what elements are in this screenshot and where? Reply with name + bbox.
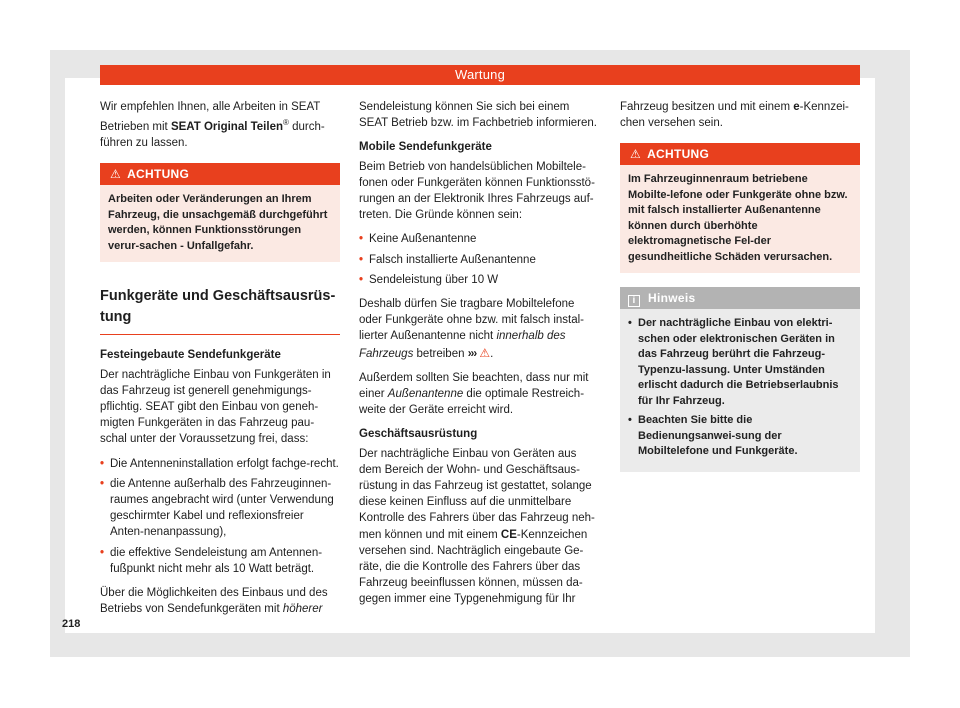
note-body <box>620 309 860 472</box>
warning-header: ⚠ ACHTUNG <box>100 163 340 185</box>
warning-text: Im Fahrzeuginnenraum betriebene Mobilte-lefone oder Funkgeräte ohne bzw. mit falsch installierter Außenantenne können durch überhöhte elektromagnetische Fel-der gesundheitliche Schäden verursachen. <box>628 173 848 263</box>
info-icon: i <box>628 295 640 307</box>
warning-header: ⚠ ACHTUNG <box>620 143 860 165</box>
list-item: • Beachten Sie bitte die Bedienungsanwei-sung der Mobiltelefone und Funkgeräte. <box>628 414 798 458</box>
seat-original-parts: SEAT Original Teilen <box>170 121 283 134</box>
paragraph-e-mark: Fahrzeug besitzen und mit einem e-Kennzei-chen versehen sein. <box>620 101 849 130</box>
paragraph-fixed-radios: Der nachträgliche Einbau von Funkgeräten in das Fahrzeug ist generell genehmigungs-pflichtig. SEAT gibt den Einbau von geneh-migten Funkgeräten in das Fahrzeug pau-schal unter der Voraussetzung frei, dass: <box>100 368 331 446</box>
chapter-header: Wartung <box>100 65 860 85</box>
subheading-fixed-radios: Festeingebaute Sendefunkgeräte <box>100 349 281 362</box>
warning-text: Arbeiten oder Veränderungen an Ihrem Fahrzeug, die unsachgemäß durchgeführt werden, können Funktionsstörungen verur-sachen - Unfallgefahr. <box>108 193 328 252</box>
warning-triangle-icon: ⚠ <box>110 167 122 182</box>
subheading-mobile-radios: Mobile Sendefunkgeräte <box>359 141 492 154</box>
page-number: 218 <box>62 618 81 630</box>
paragraph-higher-power: Über die Möglichkeiten des Einbaus und des Betriebs von Sendefunkgeräten mit höherer <box>100 587 328 616</box>
warning-box <box>100 163 340 262</box>
paragraph-inside-vehicle: Deshalb dürfen Sie tragbare Mobiltelefone oder Funkgeräte ohne bzw. mit falsch instal-lierter Außenantenne nicht innerhalb des Fahrzeugs betreiben ››› ⚠. <box>359 298 585 360</box>
cross-reference-arrow-icon[interactable]: ››› <box>467 347 477 360</box>
bullet-icon: • <box>359 253 364 266</box>
paragraph-mobile-radios: Beim Betrieb von handelsüblichen Mobiltele-fonen oder Funkgeräten können Funktionsstö-rungen an der Elektronik Ihres Fahrzeugs auf-treten. Die Gründe können sein: <box>359 160 595 222</box>
note-box <box>620 287 860 472</box>
bullet-icon: • <box>359 233 364 246</box>
bullet-icon: • <box>359 273 364 286</box>
section-title: Funkgeräte und Geschäftsausrüs-tung <box>100 286 340 335</box>
list-item: • Der nachträgliche Einbau von elektri-schen oder elektronischen Geräten in das Fahrzeug berührt die Fahrzeug-Typenzu-lassung. Unter Umständen erlischt dadurch die Betriebserlaubnis für Ihr Fahrzeug. <box>628 317 839 407</box>
list-item: • die effektive Sendeleistung am Antennen-fußpunkt nicht mehr als 10 Watt beträgt. <box>100 546 323 575</box>
list-item: • die Antenne außerhalb des Fahrzeuginnen-raumes angebracht wird (unter Verwendung geschirmter Kabel und reflexionsfreier Anten-nenanpassung), <box>100 477 334 539</box>
column-1 <box>100 99 340 625</box>
paragraph-outside-antenna: Außerdem sollten Sie beachten, dass nur mit einer Außenantenne die optimale Restreich-weite der Geräte erreicht wird. <box>359 371 589 417</box>
list-item: • Keine Außenantenne <box>359 231 599 247</box>
list-item: • Falsch installierte Außenantenne <box>359 252 599 268</box>
column-3 <box>620 99 860 482</box>
paragraph-continuation: Sendeleistung können Sie sich bei einem SEAT Betrieb bzw. im Fachbetrieb informieren. <box>359 101 597 130</box>
subheading-business-equipment: Geschäftsausrüstung <box>359 428 478 441</box>
e-mark: e <box>793 101 800 113</box>
bullet-icon: • <box>628 414 632 427</box>
ce-mark: CE <box>500 528 517 541</box>
bullet-icon: • <box>100 457 105 470</box>
warning-triangle-icon: ⚠ <box>630 147 642 162</box>
list-item: • Die Antenneninstallation erfolgt fachge-recht. <box>100 456 340 472</box>
note-header: i Hinweis <box>620 287 860 309</box>
bullet-icon: • <box>100 477 105 490</box>
warning-triangle-icon: ⚠ <box>479 345 491 360</box>
column-2 <box>359 99 599 616</box>
bullet-icon: • <box>628 317 632 330</box>
bullet-icon: • <box>100 546 105 559</box>
list-item: • Sendeleistung über 10 W <box>359 272 599 288</box>
paragraph-business-equipment: Der nachträgliche Einbau von Geräten aus dem Bereich der Wohn- und Geschäftsaus-rüstung in das Fahrzeug ist gestattet, solange diese keinen Einfluss auf die unmittelbare Kontrolle des Fahrers über das Fahrzeug neh-men können und mit einem CE-Kennzeichen versehen sind. Nachträglich eingebaute Ge-räte, die die Kontrolle des Fahrers über das Fahrzeug beeinflussen können, müssen da-gegen immer eine Typgenehmigung für Ihr <box>359 447 595 606</box>
intro-paragraph: Wir empfehlen Ihnen, alle Arbeiten in SEAT Betrieben mit SEAT Original Teilen® durch-führen zu lassen. <box>100 101 325 150</box>
warning-box <box>620 143 860 273</box>
